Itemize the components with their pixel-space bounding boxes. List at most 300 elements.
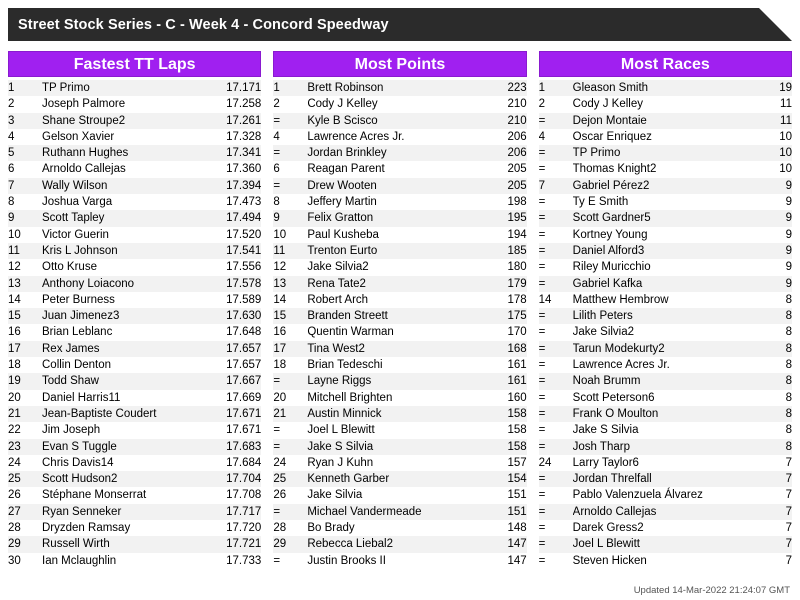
table-row	[8, 80, 261, 96]
table-row	[8, 455, 261, 471]
row-value: 17.578	[209, 276, 261, 292]
table-row	[273, 194, 526, 210]
row-position: =	[539, 276, 573, 292]
row-value: 17.708	[209, 487, 261, 503]
row-driver-name: Reagan Parent	[307, 161, 474, 177]
row-value: 161	[475, 357, 527, 373]
row-driver-name: Juan Jimenez3	[42, 308, 209, 324]
table-row	[539, 455, 792, 471]
table-row	[539, 243, 792, 259]
row-value: 17.589	[209, 292, 261, 308]
row-position: 4	[539, 129, 573, 145]
row-value: 17.720	[209, 520, 261, 536]
row-driver-name: Joshua Varga	[42, 194, 209, 210]
table-row	[8, 259, 261, 275]
row-position: 13	[273, 276, 307, 292]
row-driver-name: Stéphane Monserrat	[42, 487, 209, 503]
table-row	[8, 292, 261, 308]
row-driver-name: Frank O Moulton	[573, 406, 756, 422]
table-row	[273, 227, 526, 243]
row-driver-name: Wally Wilson	[42, 178, 209, 194]
row-driver-name: Dryzden Ramsay	[42, 520, 209, 536]
row-driver-name: Pablo Valenzuela Álvarez	[573, 487, 756, 503]
table-row	[273, 96, 526, 112]
row-position: 10	[273, 227, 307, 243]
row-value: 17.171	[209, 80, 261, 96]
row-value: 11	[756, 96, 792, 112]
table-row	[539, 292, 792, 308]
row-value: 198	[475, 194, 527, 210]
table-row	[8, 243, 261, 259]
row-value: 17.494	[209, 210, 261, 226]
row-driver-name: Jordan Brinkley	[307, 145, 474, 161]
row-value: 195	[475, 210, 527, 226]
row-driver-name: Tina West2	[307, 341, 474, 357]
table-row	[539, 227, 792, 243]
table-row	[539, 504, 792, 520]
table-row	[273, 439, 526, 455]
row-position: 19	[8, 373, 42, 389]
table-row	[539, 161, 792, 177]
table-row	[8, 227, 261, 243]
table-row	[273, 390, 526, 406]
row-position: =	[539, 113, 573, 129]
row-driver-name: Jake S Silvia	[573, 422, 756, 438]
row-value: 147	[475, 553, 527, 569]
table-row	[539, 471, 792, 487]
row-value: 161	[475, 373, 527, 389]
row-position: =	[539, 471, 573, 487]
row-position: 9	[8, 210, 42, 226]
row-driver-name: Justin Brooks II	[307, 553, 474, 569]
table-row	[8, 145, 261, 161]
row-position: 15	[273, 308, 307, 324]
table-row	[8, 373, 261, 389]
row-position: 24	[539, 455, 573, 471]
table-row	[539, 308, 792, 324]
corner-fold-decoration	[759, 8, 792, 41]
row-position: 14	[539, 292, 573, 308]
row-value: 17.556	[209, 259, 261, 275]
row-driver-name: Kortney Young	[573, 227, 756, 243]
row-value: 17.261	[209, 113, 261, 129]
row-driver-name: Joseph Palmore	[42, 96, 209, 112]
row-value: 157	[475, 455, 527, 471]
row-position: =	[539, 210, 573, 226]
table-row	[273, 504, 526, 520]
table-row	[273, 210, 526, 226]
table-row	[273, 422, 526, 438]
row-driver-name: Larry Taylor6	[573, 455, 756, 471]
table-row	[539, 276, 792, 292]
row-position: 21	[8, 406, 42, 422]
row-value: 178	[475, 292, 527, 308]
row-value: 223	[475, 80, 527, 96]
row-driver-name: Robert Arch	[307, 292, 474, 308]
row-driver-name: Joel L Blewitt	[573, 536, 756, 552]
table-row	[539, 390, 792, 406]
row-driver-name: Joel L Blewitt	[307, 422, 474, 438]
table-row	[273, 373, 526, 389]
table-row	[539, 210, 792, 226]
column-most-races	[539, 51, 792, 569]
row-driver-name: Rex James	[42, 341, 209, 357]
row-position: 23	[8, 439, 42, 455]
row-position: 2	[273, 96, 307, 112]
row-position: 2	[539, 96, 573, 112]
row-value: 17.360	[209, 161, 261, 177]
row-value: 17.684	[209, 455, 261, 471]
row-position: 18	[273, 357, 307, 373]
table-row	[539, 113, 792, 129]
table-row	[273, 471, 526, 487]
row-position: 21	[273, 406, 307, 422]
row-driver-name: Noah Brumm	[573, 373, 756, 389]
table-row	[273, 243, 526, 259]
row-driver-name: Otto Kruse	[42, 259, 209, 275]
table-most-points	[273, 80, 526, 569]
row-driver-name: Evan S Tuggle	[42, 439, 209, 455]
table-row	[539, 536, 792, 552]
row-value: 170	[475, 324, 527, 340]
row-position: 16	[273, 324, 307, 340]
row-position: =	[539, 243, 573, 259]
row-driver-name: Bo Brady	[307, 520, 474, 536]
table-row	[539, 194, 792, 210]
row-value: 9	[756, 227, 792, 243]
table-row	[8, 553, 261, 569]
table-row	[273, 178, 526, 194]
table-row	[273, 161, 526, 177]
row-value: 158	[475, 439, 527, 455]
row-value: 7	[756, 536, 792, 552]
title-bar	[8, 8, 792, 41]
table-row	[273, 259, 526, 275]
row-driver-name: Michael Vandermeade	[307, 504, 474, 520]
table-row	[539, 373, 792, 389]
row-driver-name: Jeffery Martin	[307, 194, 474, 210]
row-position: =	[539, 161, 573, 177]
row-position: =	[539, 422, 573, 438]
row-position: 8	[273, 194, 307, 210]
row-value: 17.671	[209, 422, 261, 438]
row-position: 2	[8, 96, 42, 112]
row-value: 17.657	[209, 341, 261, 357]
row-value: 8	[756, 357, 792, 373]
row-driver-name: Lilith Peters	[573, 308, 756, 324]
row-driver-name: Victor Guerin	[42, 227, 209, 243]
row-position: 17	[273, 341, 307, 357]
row-value: 17.657	[209, 357, 261, 373]
table-row	[273, 455, 526, 471]
row-driver-name: Thomas Knight2	[573, 161, 756, 177]
table-row	[8, 96, 261, 112]
table-row	[273, 145, 526, 161]
table-row	[273, 80, 526, 96]
row-position: 11	[8, 243, 42, 259]
table-row	[273, 406, 526, 422]
row-value: 8	[756, 439, 792, 455]
row-position: =	[539, 553, 573, 569]
row-driver-name: Felix Gratton	[307, 210, 474, 226]
row-driver-name: Rebecca Liebal2	[307, 536, 474, 552]
row-position: 28	[8, 520, 42, 536]
row-value: 19	[756, 80, 792, 96]
row-value: 11	[756, 113, 792, 129]
row-driver-name: Brian Tedeschi	[307, 357, 474, 373]
table-row	[539, 553, 792, 569]
row-driver-name: Scott Tapley	[42, 210, 209, 226]
table-row	[8, 324, 261, 340]
row-driver-name: Arnoldo Callejas	[42, 161, 209, 177]
row-position: 20	[8, 390, 42, 406]
updated-timestamp: Updated 14-Mar-2022 21:24:07 GMT	[633, 585, 790, 596]
row-driver-name: Steven Hicken	[573, 553, 756, 569]
row-driver-name: Trenton Eurto	[307, 243, 474, 259]
row-value: 158	[475, 406, 527, 422]
table-row	[8, 178, 261, 194]
row-driver-name: Arnoldo Callejas	[573, 504, 756, 520]
row-position: 11	[273, 243, 307, 259]
row-driver-name: Branden Streett	[307, 308, 474, 324]
row-position: =	[539, 504, 573, 520]
row-value: 148	[475, 520, 527, 536]
row-value: 17.648	[209, 324, 261, 340]
row-value: 151	[475, 504, 527, 520]
row-value: 8	[756, 390, 792, 406]
table-row	[273, 308, 526, 324]
row-driver-name: TP Primo	[573, 145, 756, 161]
row-driver-name: Darek Gress2	[573, 520, 756, 536]
table-row	[273, 324, 526, 340]
row-driver-name: Jean-Baptiste Coudert	[42, 406, 209, 422]
row-value: 210	[475, 96, 527, 112]
table-row	[273, 113, 526, 129]
row-value: 8	[756, 292, 792, 308]
table-row	[273, 536, 526, 552]
row-value: 8	[756, 324, 792, 340]
table-row	[8, 113, 261, 129]
row-driver-name: Ryan Senneker	[42, 504, 209, 520]
row-position: 26	[8, 487, 42, 503]
table-row	[273, 292, 526, 308]
table-row	[539, 259, 792, 275]
column-header-most-points: Most Points	[273, 51, 526, 77]
row-position: 1	[8, 80, 42, 96]
column-most-points	[273, 51, 526, 569]
row-position: 12	[273, 259, 307, 275]
row-driver-name: Jake Silvia2	[307, 259, 474, 275]
row-value: 168	[475, 341, 527, 357]
table-row	[8, 536, 261, 552]
column-header-most-races: Most Races	[539, 51, 792, 77]
row-value: 8	[756, 406, 792, 422]
row-driver-name: Scott Gardner5	[573, 210, 756, 226]
row-position: =	[539, 227, 573, 243]
row-position: 24	[8, 455, 42, 471]
row-position: =	[273, 113, 307, 129]
row-driver-name: Jim Joseph	[42, 422, 209, 438]
row-driver-name: Kenneth Garber	[307, 471, 474, 487]
table-row	[8, 129, 261, 145]
row-position: 20	[273, 390, 307, 406]
row-driver-name: Peter Burness	[42, 292, 209, 308]
table-row	[273, 520, 526, 536]
row-driver-name: Rena Tate2	[307, 276, 474, 292]
table-row	[539, 129, 792, 145]
row-position: 28	[273, 520, 307, 536]
row-driver-name: Scott Peterson6	[573, 390, 756, 406]
row-value: 9	[756, 210, 792, 226]
row-value: 7	[756, 455, 792, 471]
row-value: 154	[475, 471, 527, 487]
row-value: 179	[475, 276, 527, 292]
row-value: 10	[756, 161, 792, 177]
row-value: 158	[475, 422, 527, 438]
row-position: 15	[8, 308, 42, 324]
row-position: 17	[8, 341, 42, 357]
row-value: 17.717	[209, 504, 261, 520]
table-row	[8, 520, 261, 536]
row-position: 3	[8, 113, 42, 129]
row-value: 10	[756, 129, 792, 145]
row-position: =	[539, 406, 573, 422]
row-position: =	[539, 487, 573, 503]
row-value: 17.258	[209, 96, 261, 112]
row-position: =	[539, 324, 573, 340]
table-row	[539, 96, 792, 112]
row-position: =	[273, 145, 307, 161]
table-row	[8, 276, 261, 292]
row-position: 27	[8, 504, 42, 520]
row-driver-name: Jake Silvia2	[573, 324, 756, 340]
row-value: 17.669	[209, 390, 261, 406]
row-position: 30	[8, 553, 42, 569]
row-position: =	[539, 194, 573, 210]
row-driver-name: TP Primo	[42, 80, 209, 96]
row-position: =	[539, 439, 573, 455]
row-value: 9	[756, 276, 792, 292]
row-value: 17.394	[209, 178, 261, 194]
row-position: 29	[8, 536, 42, 552]
row-value: 10	[756, 145, 792, 161]
row-value: 8	[756, 422, 792, 438]
row-position: 29	[273, 536, 307, 552]
row-driver-name: Jake S Silvia	[307, 439, 474, 455]
row-value: 17.541	[209, 243, 261, 259]
row-position: 4	[273, 129, 307, 145]
row-driver-name: Quentin Warman	[307, 324, 474, 340]
row-value: 7	[756, 504, 792, 520]
row-value: 180	[475, 259, 527, 275]
table-row	[8, 210, 261, 226]
row-position: 14	[8, 292, 42, 308]
row-value: 9	[756, 243, 792, 259]
row-value: 17.473	[209, 194, 261, 210]
row-value: 17.683	[209, 439, 261, 455]
row-driver-name: Lawrence Acres Jr.	[573, 357, 756, 373]
row-position: =	[273, 373, 307, 389]
row-driver-name: Ty E Smith	[573, 194, 756, 210]
row-value: 205	[475, 161, 527, 177]
row-position: 25	[273, 471, 307, 487]
table-row	[539, 341, 792, 357]
row-position: =	[539, 373, 573, 389]
table-row	[539, 422, 792, 438]
row-position: =	[273, 439, 307, 455]
row-position: 13	[8, 276, 42, 292]
row-driver-name: Paul Kusheba	[307, 227, 474, 243]
table-row	[273, 553, 526, 569]
row-position: =	[539, 341, 573, 357]
table-row	[8, 422, 261, 438]
row-driver-name: Oscar Enriquez	[573, 129, 756, 145]
row-position: 22	[8, 422, 42, 438]
row-position: 5	[8, 145, 42, 161]
row-driver-name: Austin Minnick	[307, 406, 474, 422]
row-value: 7	[756, 471, 792, 487]
row-value: 17.704	[209, 471, 261, 487]
table-row	[539, 178, 792, 194]
row-driver-name: Cody J Kelley	[307, 96, 474, 112]
table-row	[539, 80, 792, 96]
row-value: 206	[475, 129, 527, 145]
column-header-fastest-tt-laps: Fastest TT Laps	[8, 51, 261, 77]
row-value: 210	[475, 113, 527, 129]
row-driver-name: Ryan J Kuhn	[307, 455, 474, 471]
table-row	[8, 161, 261, 177]
row-value: 17.671	[209, 406, 261, 422]
row-value: 8	[756, 308, 792, 324]
row-driver-name: Collin Denton	[42, 357, 209, 373]
row-driver-name: Ian Mclaughlin	[42, 553, 209, 569]
row-driver-name: Gabriel Kafka	[573, 276, 756, 292]
row-value: 17.630	[209, 308, 261, 324]
row-value: 175	[475, 308, 527, 324]
row-value: 17.721	[209, 536, 261, 552]
row-value: 17.520	[209, 227, 261, 243]
row-driver-name: Kris L Johnson	[42, 243, 209, 259]
row-position: 24	[273, 455, 307, 471]
row-driver-name: Riley Muricchio	[573, 259, 756, 275]
column-fastest-tt-laps	[8, 51, 261, 569]
table-row	[273, 129, 526, 145]
row-driver-name: Dejon Montaie	[573, 113, 756, 129]
table-row	[539, 406, 792, 422]
row-position: 10	[8, 227, 42, 243]
table-row	[8, 357, 261, 373]
row-position: =	[539, 357, 573, 373]
row-value: 9	[756, 178, 792, 194]
row-driver-name: Tarun Modekurty2	[573, 341, 756, 357]
row-value: 7	[756, 520, 792, 536]
row-driver-name: Cody J Kelley	[573, 96, 756, 112]
table-row	[8, 504, 261, 520]
row-value: 9	[756, 259, 792, 275]
row-value: 206	[475, 145, 527, 161]
row-position: =	[539, 145, 573, 161]
row-position: =	[539, 536, 573, 552]
row-driver-name: Lawrence Acres Jr.	[307, 129, 474, 145]
row-position: 9	[273, 210, 307, 226]
row-driver-name: Ruthann Hughes	[42, 145, 209, 161]
row-driver-name: Brian Leblanc	[42, 324, 209, 340]
row-position: 12	[8, 259, 42, 275]
row-driver-name: Scott Hudson2	[42, 471, 209, 487]
row-position: 18	[8, 357, 42, 373]
row-position: 7	[8, 178, 42, 194]
table-row	[8, 341, 261, 357]
